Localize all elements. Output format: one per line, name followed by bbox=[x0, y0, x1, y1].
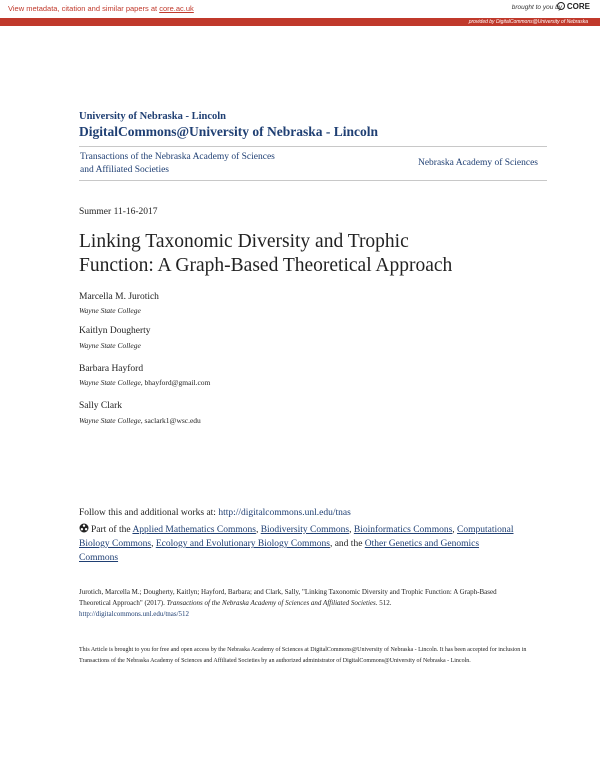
title-line-1: Linking Taxonomic Diversity and Trophic bbox=[79, 231, 409, 252]
affiliation-text: Wayne State College bbox=[79, 416, 141, 425]
follow-label: Follow this and additional works at: bbox=[79, 508, 219, 518]
provided-by-text: provided by DigitalCommons@University of Nebraska bbox=[468, 19, 588, 25]
series-link[interactable] bbox=[80, 151, 340, 177]
subject-link-genetics[interactable]: Other Genetics and Genomics Commons bbox=[79, 539, 480, 563]
view-metadata-label: View metadata, citation and similar papers at bbox=[8, 4, 160, 13]
part-of-label: Part of the bbox=[91, 525, 133, 535]
affiliation-text: Wayne State College bbox=[79, 341, 141, 350]
part-of-commons bbox=[79, 523, 519, 565]
author-affiliation bbox=[79, 306, 141, 315]
subject-link-computational-biology[interactable]: Computational Biology Commons bbox=[79, 525, 514, 549]
affiliation-text: Wayne State College bbox=[79, 306, 141, 315]
separator: , and the bbox=[329, 539, 365, 549]
community-link[interactable]: Nebraska Academy of Sciences bbox=[417, 158, 538, 168]
share-icon bbox=[79, 523, 89, 533]
citation-text: Jurotich, Marcella M.; Dougherty, Kaitlyn; Hayford, Barbara; and Clark, Sally, "Linking Taxonomic Diversity and Trophic Function: A Graph-Based Theoretical Approach" (2017). bbox=[79, 588, 497, 607]
subject-link-bioinformatics[interactable]: Bioinformatics Commons bbox=[353, 525, 453, 535]
subject-link-applied-math[interactable]: Applied Mathematics Commons bbox=[132, 525, 256, 535]
author-name: Kaitlyn Dougherty bbox=[79, 326, 151, 336]
core-logo-icon bbox=[557, 2, 565, 10]
author-email: , saclark1@wsc.edu bbox=[140, 416, 201, 425]
brought-to-you-by: brought to you by bbox=[511, 4, 562, 11]
publication-date: Summer 11-16-2017 bbox=[79, 207, 158, 217]
core-ac-uk-link[interactable]: core.ac.uk bbox=[159, 4, 194, 13]
separator: , bbox=[452, 525, 455, 535]
university-name[interactable]: University of Nebraska - Lincoln bbox=[79, 111, 226, 122]
follow-works bbox=[79, 508, 351, 518]
repository-name[interactable]: DigitalCommons@University of Nebraska - Lincoln bbox=[79, 124, 379, 139]
author-email: , bhayford@gmail.com bbox=[140, 378, 211, 387]
title-line-2: Function: A Graph-Based Theoretical Approach bbox=[79, 255, 453, 276]
separator: , bbox=[255, 525, 261, 535]
separator: , bbox=[151, 539, 156, 549]
recommended-citation bbox=[79, 587, 529, 620]
citation-journal: Transactions of the Nebraska Academy of Sciences and Affiliated Societies bbox=[166, 599, 376, 607]
divider-bottom bbox=[79, 180, 547, 181]
core-banner bbox=[0, 0, 600, 18]
affiliation-text: Wayne State College bbox=[79, 378, 141, 387]
separator: , bbox=[349, 525, 354, 535]
access-notice: This Article is brought to you for free and open access by the Nebraska Academy of Sciences at DigitalCommons@University of Nebraska - Lincoln. It has been accepted for inclusion in Transactions of the Nebraska Academy of Sciences and Affiliated Societies by an authorized administrator of DigitalCommons@University of Nebraska - Lincoln. bbox=[79, 647, 527, 664]
author-name: Marcella M. Jurotich bbox=[79, 292, 159, 302]
citation-url-link[interactable]: http://digitalcommons.unl.edu/tnas/512 bbox=[79, 610, 190, 618]
view-metadata-text bbox=[8, 4, 194, 13]
subject-link-biodiversity[interactable]: Biodiversity Commons bbox=[260, 525, 350, 535]
provided-by-bar bbox=[0, 18, 600, 26]
author-name: Barbara Hayford bbox=[79, 364, 144, 374]
citation-number: . 512. bbox=[375, 599, 392, 607]
subject-link-ecology[interactable]: Ecology and Evolutionary Biology Commons bbox=[155, 539, 330, 549]
author-name: Sally Clark bbox=[79, 401, 123, 411]
core-logo[interactable] bbox=[557, 2, 590, 11]
author-affiliation bbox=[79, 416, 201, 425]
author-affiliation bbox=[79, 378, 210, 387]
series-line-1: Transactions of the Nebraska Academy of Sciences bbox=[80, 152, 275, 162]
series-line-2: and Affiliated Societies bbox=[80, 165, 169, 175]
article-title bbox=[79, 230, 519, 278]
follow-url-link[interactable]: http://digitalcommons.unl.edu/tnas bbox=[218, 508, 351, 518]
author-affiliation bbox=[79, 341, 141, 350]
core-logo-label: CORE bbox=[566, 2, 590, 11]
divider-top bbox=[79, 146, 547, 147]
